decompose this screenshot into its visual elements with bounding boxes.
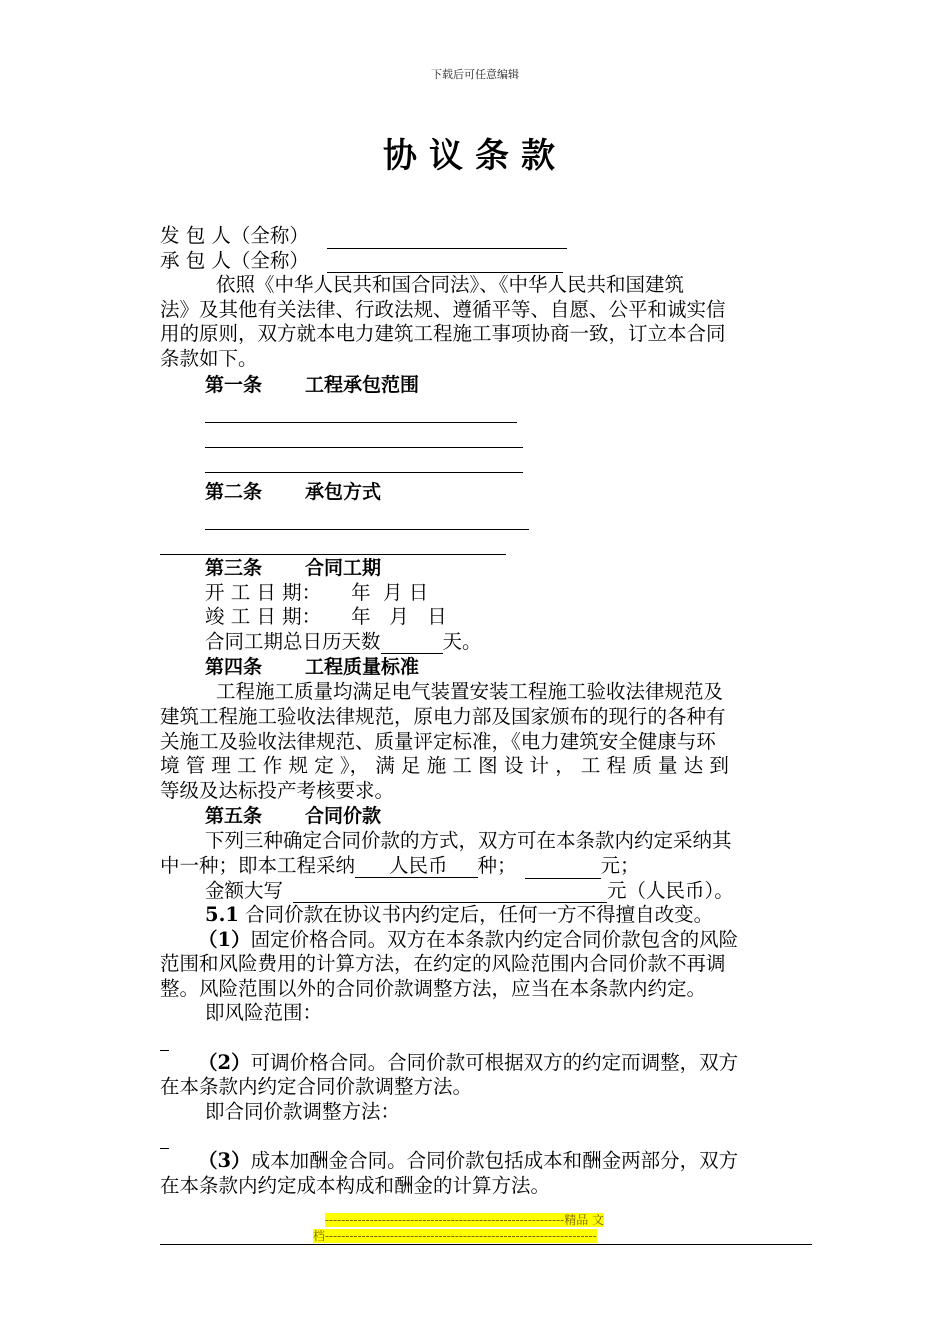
article-number: 第四条 bbox=[205, 656, 263, 679]
quality-line: 境 管 理 工 作 规 定 》， 满 足 施 工 图 设 计 ， 工 程 质 量 达 到 bbox=[160, 754, 729, 778]
price-line: 下列三种确定合同价款的方式，双方可在本条款内约定采纳其 bbox=[205, 829, 732, 853]
price-method-label: 中一种；即本工程采纳 bbox=[160, 853, 356, 877]
quality-line: 建筑工程施工验收法律规范，原电力部及国家颁布的现行的各种有 bbox=[160, 704, 726, 728]
fixed-price-row bbox=[160, 928, 812, 953]
fabao-row bbox=[160, 224, 812, 249]
total-days-blank bbox=[381, 633, 443, 654]
start-date-label: 开 工 日 期： bbox=[205, 580, 322, 604]
currency-value bbox=[355, 854, 478, 878]
clause-text: 合同价款在协议书内约定后，任何一方不得擅自改变。 bbox=[245, 903, 714, 927]
price-method-mid: 种； bbox=[477, 853, 517, 877]
article-number: 第三条 bbox=[205, 556, 263, 579]
article-title: 工程质量标准 bbox=[305, 656, 420, 679]
clause-5-1 bbox=[160, 903, 812, 928]
fabao-blank bbox=[327, 228, 567, 249]
adjust-method-label: 即合同价款调整方法： bbox=[205, 1099, 401, 1123]
intro-line: 条款如下。 bbox=[160, 346, 258, 370]
end-date-row bbox=[160, 605, 812, 630]
price-blank bbox=[525, 858, 601, 879]
short-blank bbox=[160, 1128, 169, 1149]
adjustable-price-row bbox=[160, 1051, 812, 1076]
start-date-value: 年 月 日 bbox=[351, 580, 429, 604]
bottom-divider bbox=[160, 1244, 812, 1245]
article-title: 合同价款 bbox=[305, 805, 382, 828]
blank-line bbox=[205, 423, 523, 448]
chengbao-blank bbox=[327, 252, 563, 273]
blank-line bbox=[205, 398, 517, 423]
item-text: 成本加酬金合同。合同价款包括成本和酬金两部分，双方 bbox=[250, 1149, 739, 1173]
end-date-label: 竣 工 日 期： bbox=[205, 605, 322, 629]
chengbao-label: 承 包 人（全称） bbox=[160, 248, 309, 272]
article-4-heading bbox=[160, 654, 812, 680]
item-number: （3） bbox=[198, 1149, 251, 1173]
article-3-heading bbox=[160, 555, 812, 581]
cost-plus-line: 在本条款内约定成本构成和酬金的计算方法。 bbox=[160, 1173, 551, 1197]
price-method-row bbox=[160, 854, 812, 879]
cost-plus-row bbox=[160, 1149, 812, 1174]
short-blank bbox=[160, 1030, 169, 1051]
quality-line: 关施工及验收法律规范、质量评定标准，《电力建筑安全健康与环 bbox=[160, 729, 716, 753]
item-text: 可调价格合同。合同价款可根据双方的约定而调整，双方 bbox=[250, 1050, 739, 1074]
page-title: 协议条款 bbox=[383, 136, 567, 176]
footer-line-wrap bbox=[313, 1228, 658, 1244]
item-number: （2） bbox=[198, 1050, 251, 1074]
intro-line: 用的原则，双方就本电力建筑工程施工事项协商一致，订立本合同 bbox=[160, 322, 726, 346]
article-title: 承包方式 bbox=[305, 480, 382, 503]
article-number: 第五条 bbox=[205, 805, 263, 828]
article-title: 工程承包范围 bbox=[305, 373, 420, 396]
article-2-heading bbox=[160, 479, 812, 505]
article-1-heading bbox=[160, 372, 812, 398]
fixed-price-line: 整。风险范围以外的合同价款调整方法，应当在本条款内约定。 bbox=[160, 976, 707, 1000]
start-date-row bbox=[160, 581, 812, 606]
quality-line: 等级及达标投产考核要求。 bbox=[160, 778, 395, 802]
intro-line: 依照《中华人民共和国合同法》、《中华人民共和国建筑 bbox=[216, 273, 685, 297]
footer-line: 档------------------------------------------------------------------- bbox=[313, 1229, 597, 1243]
adjust-method-blank bbox=[160, 1124, 812, 1149]
clause-number: 5.1 bbox=[205, 903, 239, 927]
blank-line bbox=[205, 505, 529, 530]
currency-text: 人民币 bbox=[389, 853, 448, 877]
price-unit: 元； bbox=[600, 853, 640, 877]
article-title: 合同工期 bbox=[305, 556, 382, 579]
fixed-price-line: 范围和风险费用的计算方法，在约定的风险范围内合同价款不再调 bbox=[160, 952, 726, 976]
article-5-heading bbox=[160, 803, 812, 829]
quality-line: 工程施工质量均满足电气装置安装工程施工验收法律规范及 bbox=[216, 680, 724, 704]
item-text: 固定价格合同。双方在本条款内约定合同价款包含的风险 bbox=[250, 927, 739, 951]
risk-range-label: 即风险范围： bbox=[205, 1001, 323, 1025]
amount-row bbox=[160, 879, 812, 904]
item-number: （1） bbox=[198, 927, 251, 951]
footer-line-wrap bbox=[313, 1212, 658, 1228]
blank-line bbox=[205, 448, 523, 473]
total-days-row bbox=[160, 630, 812, 655]
adjustable-price-line: 在本条款内约定合同价款调整方法。 bbox=[160, 1075, 473, 1099]
end-date-value: 年 月 日 bbox=[351, 605, 447, 629]
risk-range-blank bbox=[160, 1026, 812, 1051]
article-number: 第一条 bbox=[205, 373, 263, 396]
total-days-suffix: 天。 bbox=[442, 629, 482, 653]
fabao-label: 发 包 人（全称） bbox=[160, 224, 309, 247]
amount-blank bbox=[293, 882, 607, 903]
footer-watermark bbox=[313, 1212, 658, 1244]
article-number: 第二条 bbox=[205, 480, 263, 503]
header-note: 下载后可任意编辑 bbox=[431, 68, 519, 81]
amount-label: 金额大写 bbox=[205, 878, 284, 902]
intro-line: 法》及其他有关法律、行政法规、遵循平等、自愿、公平和诚实信 bbox=[160, 297, 726, 321]
total-days-label: 合同工期总日历天数 bbox=[205, 629, 381, 653]
chengbao-row bbox=[160, 249, 812, 274]
blank-line bbox=[160, 530, 506, 555]
amount-suffix: 元（人民币）。 bbox=[607, 878, 734, 902]
contract-body bbox=[160, 224, 812, 1198]
footer-line: -----------------------------------------------------------精品 文 bbox=[325, 1213, 605, 1227]
